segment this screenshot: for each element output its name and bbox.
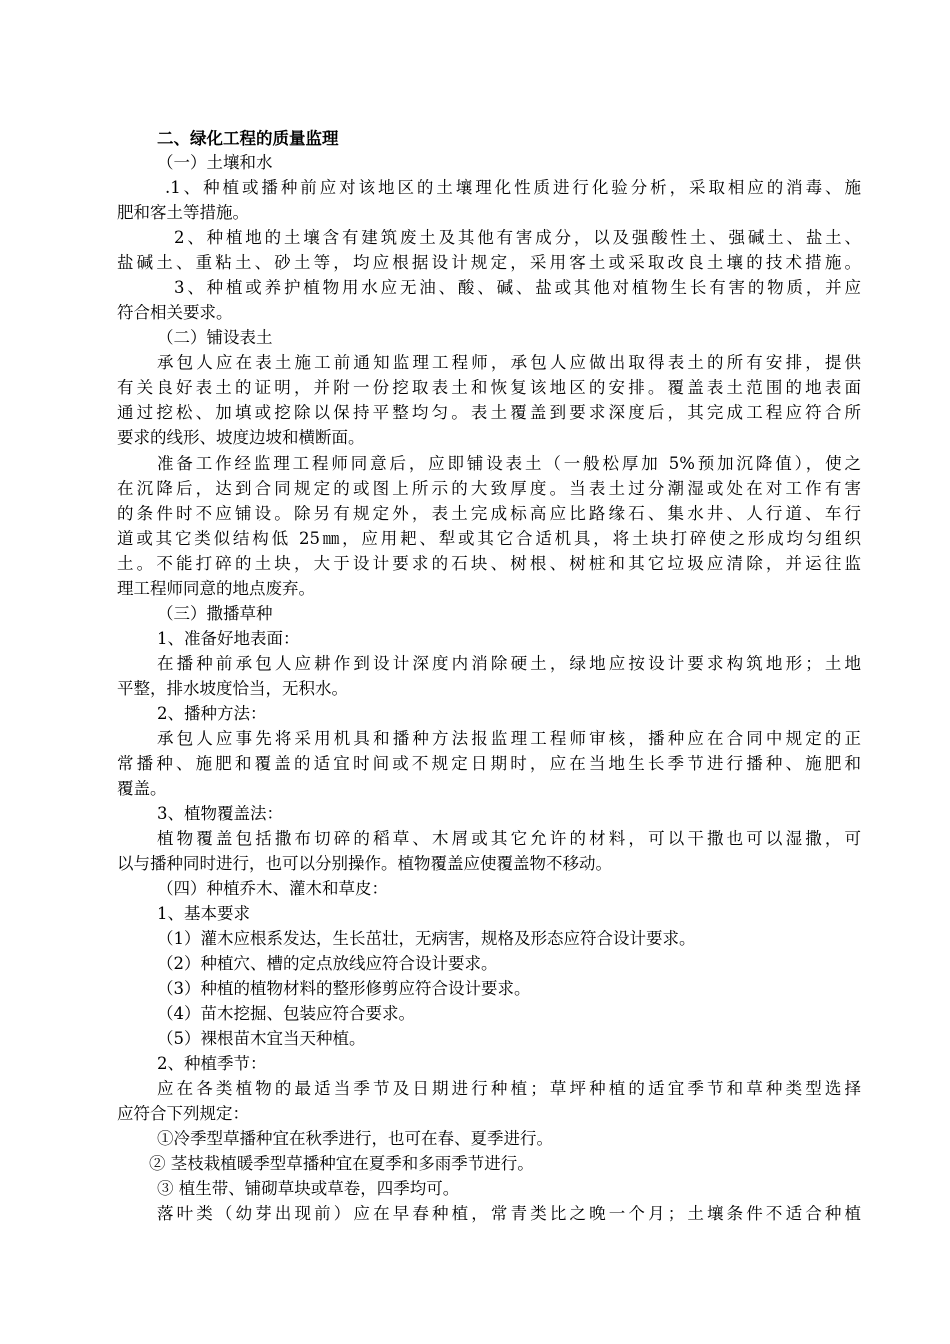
text-line: 在沉降后，达到合同规定的或图上所示的大致厚度。当表土过分潮湿或处在对工作有害 — [117, 479, 861, 498]
list-item: ①冷季型草播种宜在秋季进行，也可在春、夏季进行。 — [157, 1129, 553, 1148]
text-line: 2、种植地的土壤含有建筑废土及其他有害成分，以及强酸性土、强碱土、盐土、 — [174, 228, 861, 247]
text-line: 盐碱土、重粘土、砂土等，均应根据设计规定，采用客土或采取改良土壤的技术措施。 — [117, 253, 861, 272]
text-line: 土。不能打碎的土块，大于设计要求的石块、树根、树桩和其它垃圾应清除，并运往监 — [117, 554, 861, 573]
text-line: 准备工作经监理工程师同意后，应即铺设表土（一般松厚加 5%预加沉降值），使之 — [157, 454, 861, 473]
text-line: 3、植物覆盖法： — [157, 804, 283, 823]
text-line: 平整，排水坡度恰当，无积水。 — [117, 679, 348, 698]
text-line: 覆盖。 — [117, 779, 167, 798]
text-line: 植物覆盖包括撒布切碎的稻草、木屑或其它允许的材料，可以干撒也可以湿撒，可 — [157, 829, 861, 848]
text-line: 承包人应在表土施工前通知监理工程师，承包人应做出取得表土的所有安排，提供 — [157, 353, 861, 372]
text-line: 常播种、施肥和覆盖的适宜时间或不规定日期时，应在当地生长季节进行播种、施肥和 — [117, 754, 861, 773]
text-line: 应在各类植物的最适当季节及日期进行种植；草坪种植的适宜季节和草种类型选择 — [157, 1079, 861, 1098]
text-line: 承包人应事先将采用机具和播种方法报监理工程师审核，播种应在合同中规定的正 — [157, 729, 861, 748]
section-title: 二、绿化工程的质量监理 — [157, 129, 339, 148]
text-line: 有关良好表土的证明，并附一份挖取表土和恢复该地区的安排。覆盖表土范围的地表面 — [117, 378, 861, 397]
subheading: （三）撒播草种 — [157, 604, 273, 623]
text-line: 1、基本要求 — [157, 904, 250, 923]
text-line: 道或其它类似结构低 25㎜，应用耙、犁或其它合适机具，将土块打碎使之形成均匀组织 — [117, 529, 861, 548]
list-item: （2）种植穴、槽的定点放线应符合设计要求。 — [157, 954, 498, 973]
list-item: ③ 植生带、铺砌草块或草卷，四季均可。 — [157, 1179, 460, 1198]
text-line: 2、种植季节： — [157, 1054, 267, 1073]
text-line: 3、种植或养护植物用水应无油、酸、碱、盐或其他对植物生长有害的物质，并应 — [174, 278, 861, 297]
text-line: 理工程师同意的地点废弃。 — [117, 579, 315, 598]
text-line: 2、播种方法： — [157, 704, 267, 723]
text-line: 通过挖松、加填或挖除以保持平整均匀。表土覆盖到要求深度后，其完成工程应符合所 — [117, 403, 861, 422]
subheading: （四）种植乔木、灌木和草皮： — [157, 879, 388, 898]
text-line: 落叶类（幼芽出现前）应在早春种植，常青类比之晚一个月；土壤条件不适合种植 — [157, 1204, 861, 1223]
subheading: （一）土壤和水 — [157, 153, 273, 172]
text-line: 1、准备好地表面： — [157, 629, 300, 648]
list-item: （1）灌木应根系发达，生长茁壮，无病害，规格及形态应符合设计要求。 — [157, 929, 696, 948]
text-line: 符合相关要求。 — [117, 303, 233, 322]
text-line: 在播种前承包人应耕作到设计深度内消除硬土，绿地应按设计要求构筑地形；土地 — [157, 654, 861, 673]
list-item: （5）裸根苗木宜当天种植。 — [157, 1029, 366, 1048]
text-line: 要求的线形、坡度边坡和横断面。 — [117, 428, 365, 447]
text-line: 肥和客土等措施。 — [117, 203, 249, 222]
subheading: （二）铺设表土 — [157, 328, 273, 347]
text-line: 的条件时不应铺设。除另有规定外，表土完成标高应比路缘石、集水井、人行道、车行 — [117, 504, 861, 523]
list-item: ② 茎枝栽植暖季型草播种宜在夏季和多雨季节进行。 — [149, 1154, 534, 1173]
text-line: .1、种植或播种前应对该地区的土壤理化性质进行化验分析，采取相应的消毒、施 — [165, 178, 861, 197]
text-line: 以与播种同时进行，也可以分别操作。植物覆盖应使覆盖物不移动。 — [117, 854, 612, 873]
list-item: （4）苗木挖掘、包装应符合要求。 — [157, 1004, 415, 1023]
text-line: 应符合下列规定： — [117, 1104, 249, 1123]
list-item: （3）种植的植物材料的整形修剪应符合设计要求。 — [157, 979, 531, 998]
